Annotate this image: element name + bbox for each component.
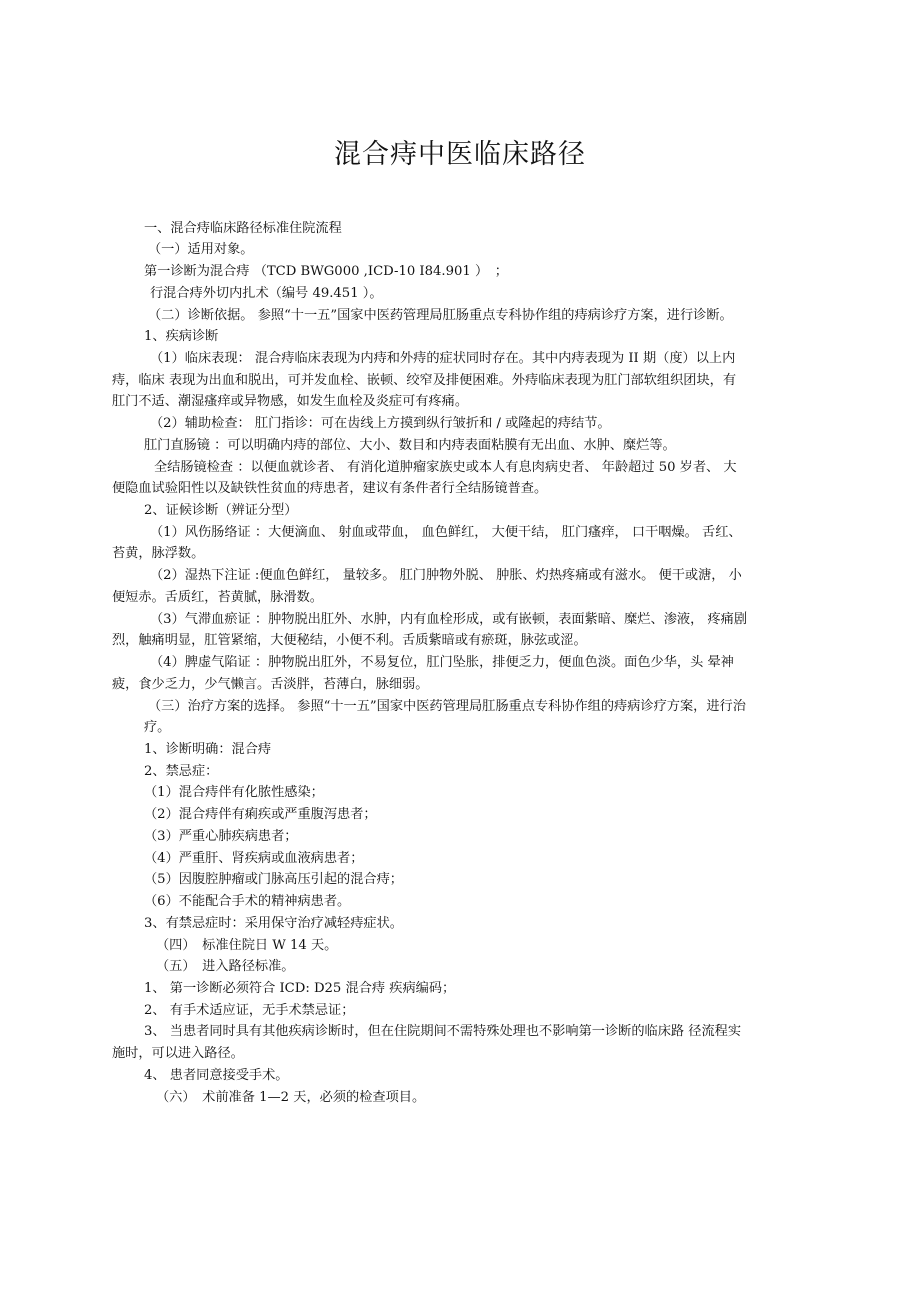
text-line: 行混合痔外切内扎术（编号 49.451 ）。 (150, 286, 383, 301)
text-line: 疲，食少乏力，少气懒言。舌淡胖，苔薄白，脉细弱。 (112, 677, 429, 692)
text-line: 施时，可以进入路径。 (112, 1046, 244, 1061)
text-line: 1、疾病诊断 (144, 329, 219, 344)
text-line: （4）严重肝、肾疾病或血液病患者； (144, 851, 364, 866)
text-line: （4）脾虚气陷证 ：肿物脱出肛外，不易复位，肛门坠胀，排便乏力，便血色淡。面色少华，头 晕神 (150, 655, 734, 670)
text-line: （2）湿热下注证 :便血色鲜红， 量较多。 肛门肿物外脱、 肿胀、灼热疼痛或有滋水。 便干或溏， 小 (150, 568, 742, 583)
text-line: （1）风伤肠络证 ：大便滴血、 射血或带血， 血色鲜红， 大便干结， 肛门瘙痒， 口干咽燥。 舌红、 (150, 525, 742, 540)
text-line: 3、 当患者同时具有其他疾病诊断时，但在住院期间不需特殊处理也不影响第一诊断的临床路 径流程实 (144, 1024, 742, 1039)
text-line: 第一诊断为混合痔 （TCD BWG000 ,ICD-10 I84.901 ） ； (144, 264, 508, 279)
text-line: （二）诊断依据。 参照“十一五”国家中医药管理局肛肠重点专科协作组的痔病诊疗方案，进行诊断。 (148, 308, 733, 323)
text-line: （一）适用对象。 (148, 242, 254, 257)
text-line: （四） 标准住院日 W 14 天。 (156, 938, 338, 953)
text-line: 全结肠镜检查 ：以便血就诊者、 有消化道肿瘤家族史或本人有息肉病史者、 年龄超过 50 岁者、 大 (154, 460, 737, 475)
text-line: 2、禁忌症： (144, 764, 219, 779)
text-line: 便短赤。舌质红，苔黄腻，脉滑数。 (112, 590, 323, 605)
text-line: （2）混合痔伴有痢疾或严重腹泻患者； (144, 807, 377, 822)
text-line: 4、 患者同意接受手术。 (144, 1068, 289, 1083)
text-line: 一、混合痔临床路径标准住院流程 (144, 221, 342, 236)
text-line: （1）混合痔伴有化脓性感染； (144, 785, 324, 800)
text-line: （六） 术前准备 1—2 天，必须的检查项目。 (156, 1090, 426, 1105)
text-line: 肛门直肠镜 ：可以明确内痔的部位、大小、数目和内痔表面粘膜有无出血、水肿、糜烂等。 (144, 438, 676, 453)
text-line: 3、有禁忌症时：采用保守治疗减轻痔症状。 (144, 916, 403, 931)
text-line: 2、 有手术适应证，无手术禁忌证； (144, 1003, 355, 1018)
text-line: 苔黄，脉浮数。 (112, 546, 205, 561)
text-line: 烈，触痛明显，肛管紧缩，大便秘结，小便不利。舌质紫暗或有瘀斑，脉弦或涩。 (112, 633, 587, 648)
text-line: 痔，临床 表现为出血和脱出，可并发血栓、嵌顿、绞窄及排便困难。外痔临床表现为肛门部软组织团块，有 (112, 373, 737, 388)
text-line: 便隐血试验阳性以及缺铁性贫血的痔患者，建议有条件者行全结肠镜普查。 (112, 481, 548, 496)
text-line: （三）治疗方案的选择。 参照“十一五”国家中医药管理局肛肠重点专科协作组的痔病诊疗方案，进行治 (148, 699, 746, 714)
text-line: 2、证候诊断（辨证分型） (144, 503, 298, 518)
text-line: 肛门不适、潮湿瘙痒或异物感，如发生血栓及炎症可有疼痛。 (112, 394, 469, 409)
text-line: （6）不能配合手术的精神病患者。 (144, 894, 351, 909)
text-line: （5）因腹腔肿瘤或门脉高压引起的混合痔； (144, 872, 403, 887)
text-line: （五） 进入路径标准。 (156, 959, 295, 974)
text-line: （2）辅助检查： 肛门指诊：可在齿线上方摸到纵行皱折和 / 或隆起的痔结节。 (150, 416, 611, 431)
text-line: 1、诊断明确：混合痔 (144, 742, 272, 757)
text-line: （3）严重心肺疾病患者； (144, 829, 298, 844)
document-title: 混合痔中医临床路径 (334, 139, 586, 170)
text-line: （3）气滞血瘀证 ：肿物脱出肛外、水肿，内有血栓形成，或有嵌顿，表面紫暗、糜烂、渗液， 疼痛剧 (150, 612, 748, 627)
text-line: 疗。 (144, 720, 171, 735)
text-line: 1、 第一诊断必须符合 ICD: D25 混合痔 疾病编码； (144, 981, 456, 996)
text-line: （1）临床表现： 混合痔临床表现为内痔和外痔的症状同时存在。其中内痔表现为 II 期（度）以上内 (150, 351, 736, 366)
